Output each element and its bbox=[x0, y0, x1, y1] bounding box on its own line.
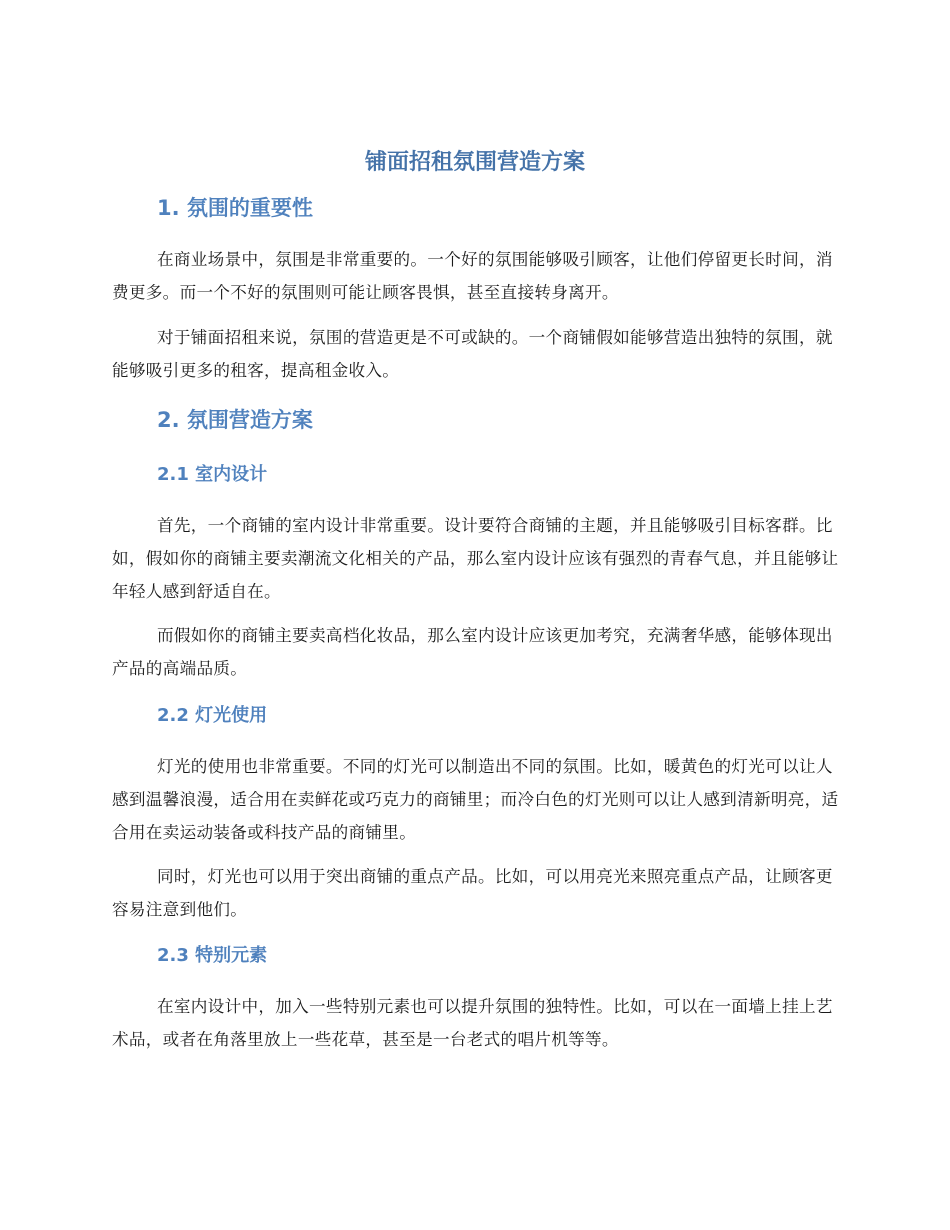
paragraph: 在商业场景中，氛围是非常重要的。一个好的氛围能够吸引顾客，让他们停留更长时间，消费更多。而一个不好的氛围则可能让顾客畏惧，甚至直接转身离开。 bbox=[112, 250, 833, 302]
paragraph: 同时，灯光也可以用于突出商铺的重点产品。比如，可以用亮光来照亮重点产品，让顾客更容易注意到他们。 bbox=[112, 867, 833, 919]
section-heading-plan: 2. 氛围营造方案 bbox=[157, 408, 313, 432]
paragraph: 在室内设计中，加入一些特别元素也可以提升氛围的独特性。比如，可以在一面墙上挂上艺术品，或者在角落里放上一些花草，甚至是一台老式的唱片机等等。 bbox=[112, 997, 833, 1049]
subsection-heading-special-elements: 2.3 特别元素 bbox=[157, 945, 268, 966]
paragraph: 而假如你的商铺主要卖高档化妆品，那么室内设计应该更加考究，充满奢华感，能够体现出产品的高端品质。 bbox=[112, 626, 833, 678]
paragraph: 首先，一个商铺的室内设计非常重要。设计要符合商铺的主题，并且能够吸引目标客群。比如，假如你的商铺主要卖潮流文化相关的产品，那么室内设计应该有强烈的青春气息，并且能够让年轻人感到舒适自在。 bbox=[112, 516, 839, 601]
section-heading-importance: 1. 氛围的重要性 bbox=[157, 196, 313, 220]
subsection-heading-lighting: 2.2 灯光使用 bbox=[157, 705, 268, 726]
document-title: 铺面招租氛围营造方案 bbox=[364, 150, 585, 175]
subsection-heading-interior: 2.1 室内设计 bbox=[157, 464, 268, 485]
paragraph: 灯光的使用也非常重要。不同的灯光可以制造出不同的氛围。比如，暖黄色的灯光可以让人感到温馨浪漫，适合用在卖鲜花或巧克力的商铺里；而冷白色的灯光则可以让人感到清新明亮，适合用在卖运动装备或科技产品的商铺里。 bbox=[112, 757, 839, 842]
paragraph: 对于铺面招租来说，氛围的营造更是不可或缺的。一个商铺假如能够营造出独特的氛围，就能够吸引更多的租客，提高租金收入。 bbox=[112, 328, 833, 380]
